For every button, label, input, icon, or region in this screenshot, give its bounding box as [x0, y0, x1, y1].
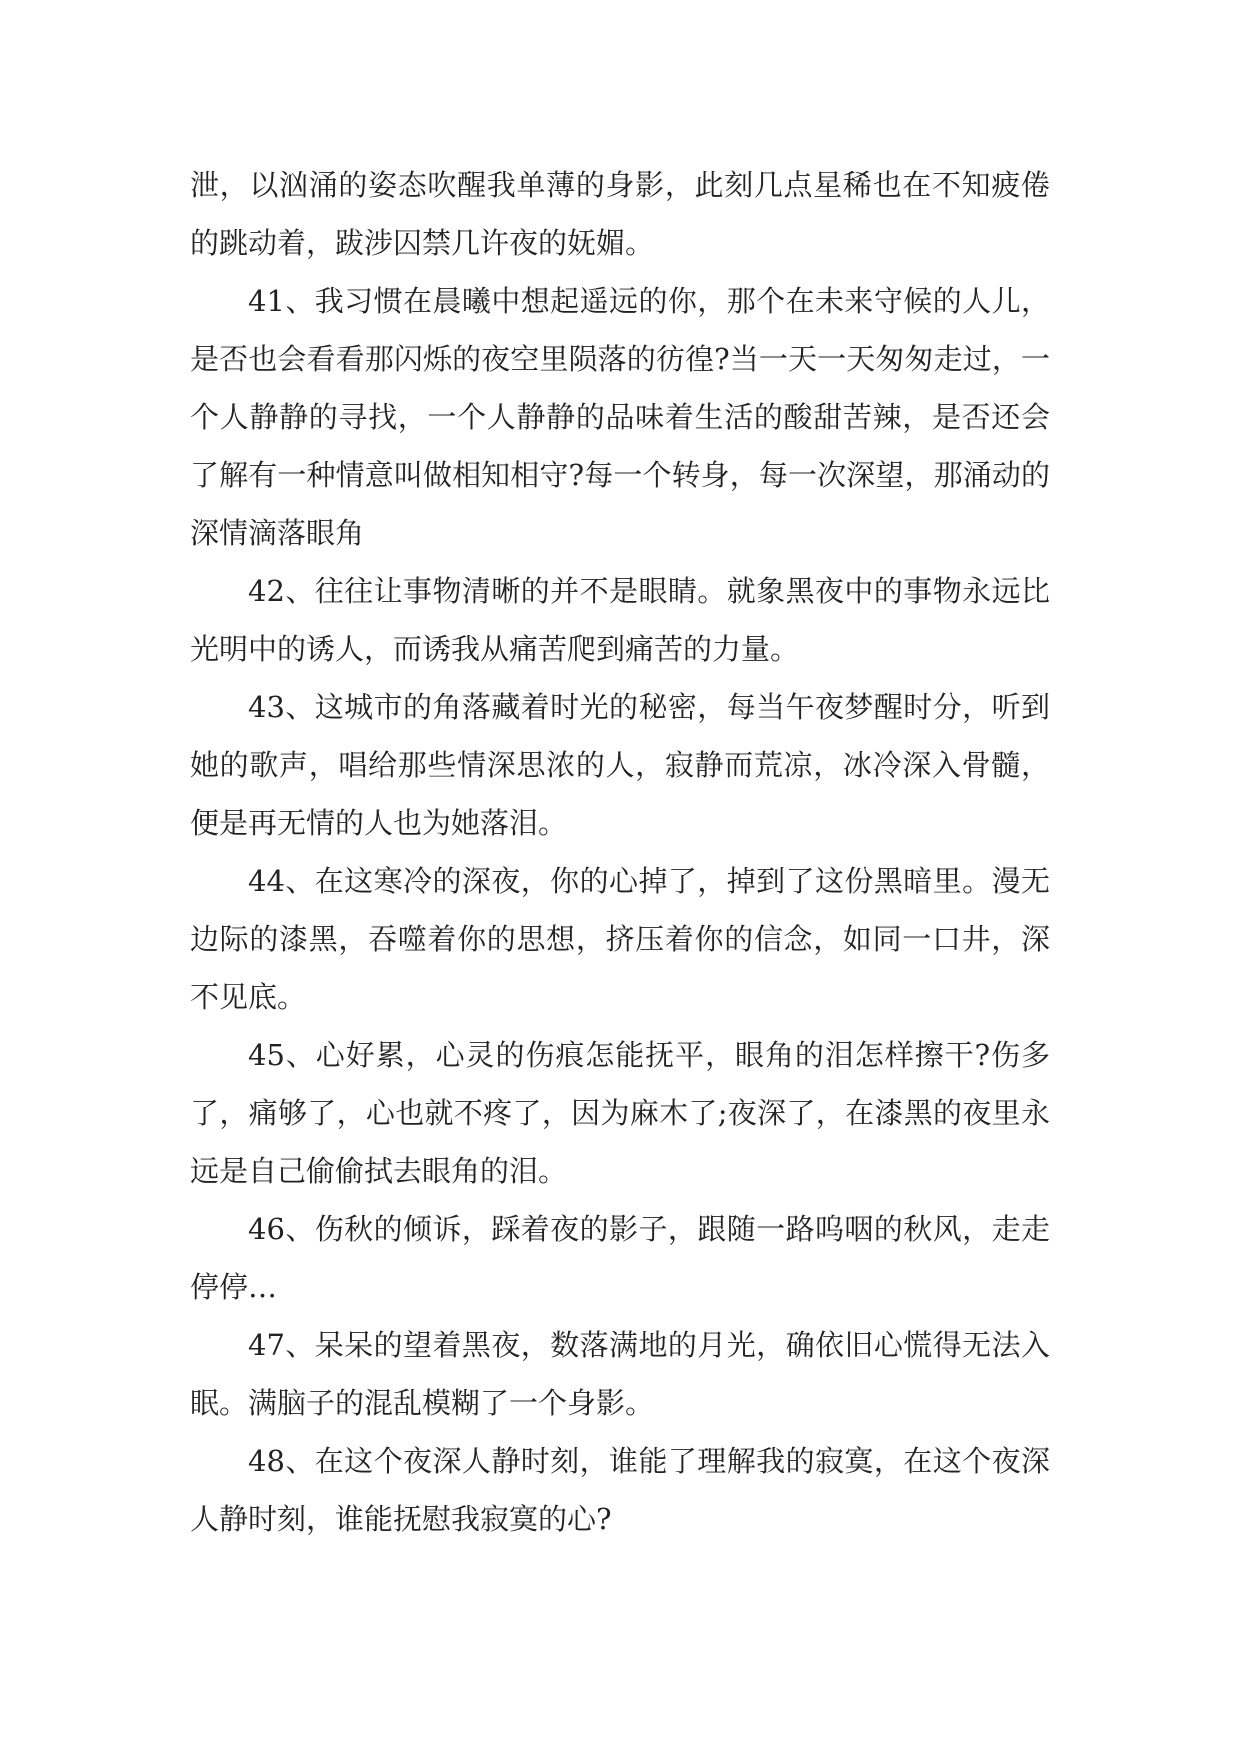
paragraph-43: 43、这城市的角落藏着时光的秘密，每当午夜梦醒时分，听到她的歌声，唱给那些情深思浓的人，寂静而荒凉，冰冷深入骨髓，便是再无情的人也为她落泪。 — [190, 690, 1050, 840]
paragraph-48: 48、在这个夜深人静时刻，谁能了理解我的寂寞，在这个夜深人静时刻，谁能抚慰我寂寞的心? — [190, 1444, 1050, 1536]
paragraph-47: 47、呆呆的望着黑夜，数落满地的月光，确依旧心慌得无法入眠。满脑子的混乱模糊了一个身影。 — [190, 1328, 1050, 1420]
paragraph-46: 46、伤秋的倾诉，踩着夜的影子，跟随一路呜咽的秋风，走走停停… — [190, 1212, 1050, 1304]
paragraph-45: 45、心好累，心灵的伤痕怎能抚平，眼角的泪怎样擦干?伤多了，痛够了，心也就不疼了，因为麻木了;夜深了，在漆黑的夜里永远是自己偷偷拭去眼角的泪。 — [190, 1038, 1050, 1188]
document-body — [190, 156, 1050, 1548]
paragraph-44: 44、在这寒冷的深夜，你的心掉了，掉到了这份黑暗里。漫无边际的漆黑，吞噬着你的思想，挤压着你的信念，如同一口井，深不见底。 — [190, 864, 1050, 1014]
paragraph-continued: 泄，以汹涌的姿态吹醒我单薄的身影，此刻几点星稀也在不知疲倦的跳动着，跋涉囚禁几许夜的妩媚。 — [190, 168, 1050, 260]
paragraph-42: 42、往往让事物清晰的并不是眼睛。就象黑夜中的事物永远比光明中的诱人，而诱我从痛苦爬到痛苦的力量。 — [190, 574, 1050, 666]
paragraph-41: 41、我习惯在晨曦中想起遥远的你，那个在未来守候的人儿，是否也会看看那闪烁的夜空里陨落的彷徨?当一天一天匆匆走过，一个人静静的寻找，一个人静静的品味着生活的酸甜苦辣，是否还会了解有一种情意叫做相知相守?每一个转身，每一次深望，那涌动的深情滴落眼角 — [190, 284, 1050, 550]
